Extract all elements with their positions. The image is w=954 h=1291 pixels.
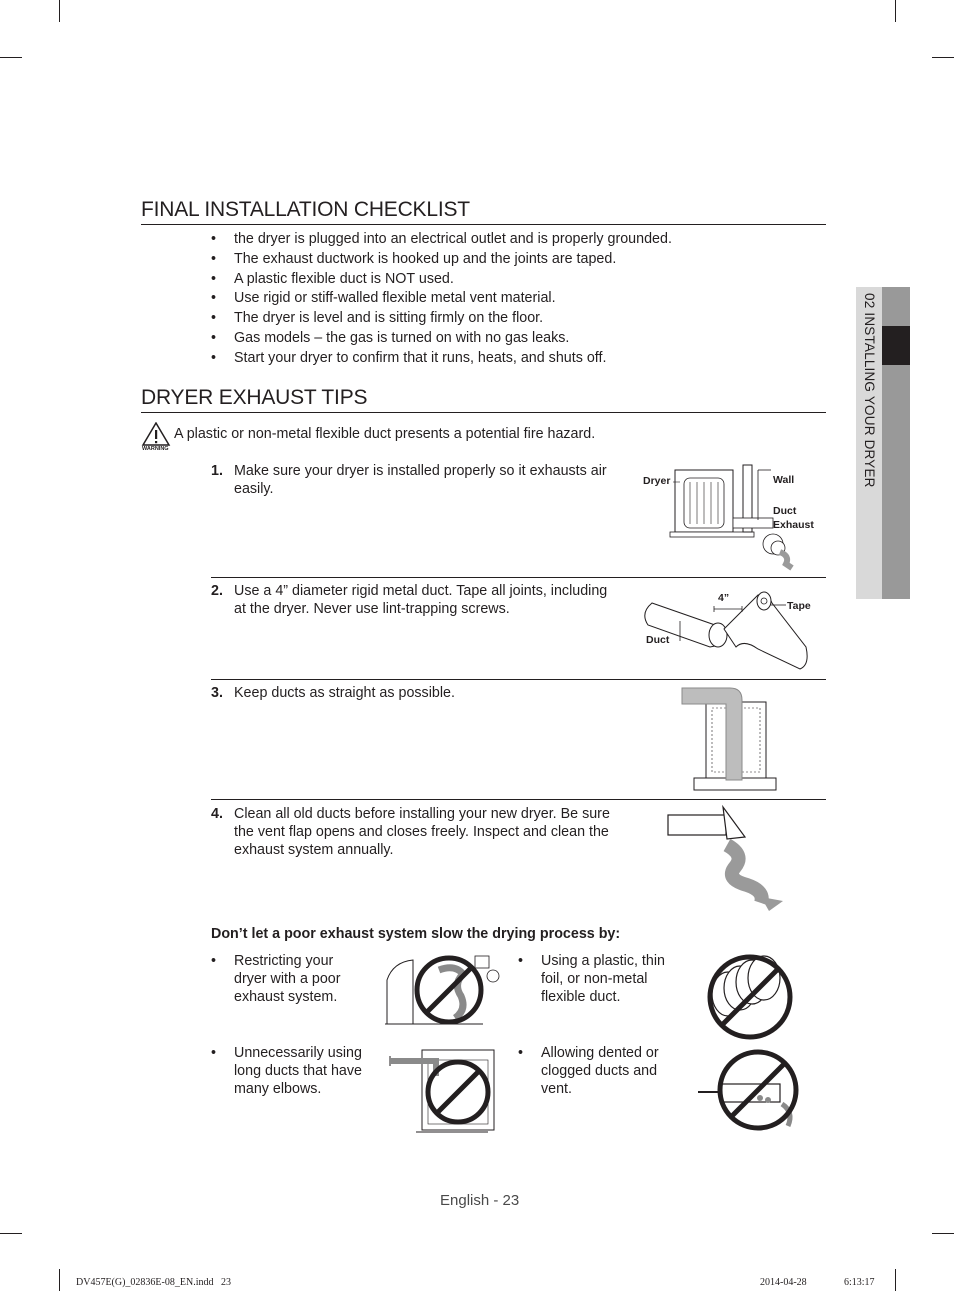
crop-mark: [932, 57, 954, 58]
warning-text: A plastic or non-metal flexible duct presents a potential fire hazard.: [174, 426, 596, 442]
page-number: English - 23: [440, 1192, 520, 1209]
list-item: • Use rigid or stiff-walled flexible metal vent material.: [211, 289, 672, 309]
bullet: •: [518, 1045, 524, 1061]
print-date: 2014-04-28: [760, 1277, 807, 1288]
bullet: •: [211, 1045, 217, 1061]
checklist-list: [211, 230, 672, 369]
vent-flap-figure: [665, 805, 795, 915]
poor-exhaust-heading: Don’t let a poor exhaust system slow the drying process by:: [211, 926, 621, 942]
divider: [211, 577, 826, 578]
figure-label-exhaust: Exhaust: [773, 519, 814, 531]
plastic-duct-prohibited-icon: [700, 950, 800, 1042]
file-info: DV457E(G)_02836E-08_EN.indd 23: [76, 1277, 231, 1288]
bullet: •: [211, 953, 217, 969]
figure-label-dryer: Dryer: [643, 475, 671, 487]
step-number: 4.: [211, 806, 223, 822]
list-item: • The exhaust ductwork is hooked up and the joints are taped.: [211, 250, 672, 270]
bullet: •: [518, 953, 524, 969]
divider: [211, 799, 826, 800]
step-number: 1.: [211, 463, 223, 479]
warning-label: WARNING: [142, 446, 169, 452]
figure-label-wall: Wall: [773, 474, 795, 486]
straight-duct-figure: [676, 684, 806, 794]
figure-label-tape: Tape: [787, 600, 811, 612]
crop-mark: [59, 0, 60, 22]
checklist-title: FINAL INSTALLATION CHECKLIST: [141, 198, 826, 225]
restricted-exhaust-prohibited-icon: [383, 950, 503, 1028]
step-number: 3.: [211, 685, 223, 701]
divider: [211, 679, 826, 680]
crop-mark: [0, 57, 22, 58]
crop-mark: [59, 1269, 60, 1291]
crop-mark: [932, 1233, 954, 1234]
exhaust-title: DRYER EXHAUST TIPS: [141, 386, 826, 413]
duct-tape-figure: [640, 585, 825, 677]
step-text: Keep ducts as straight as possible.: [234, 685, 455, 701]
side-tab-marker: [882, 326, 910, 365]
figure-label-duct: Duct: [773, 505, 797, 517]
list-item-text: Unnecessarily using long ducts that have many elbows.: [234, 1045, 362, 1097]
list-item-text: Allowing dented or clogged ducts and vent.: [541, 1045, 659, 1097]
clogged-vent-prohibited-icon: [696, 1046, 806, 1134]
print-time: 6:13:17: [844, 1277, 875, 1288]
list-item-text: Using a plastic, thin foil, or non-metal flexible duct.: [541, 953, 665, 1005]
step-text: Make sure your dryer is installed properly so it exhausts air easily.: [234, 463, 607, 497]
warning-icon: [141, 422, 171, 446]
crop-mark: [895, 0, 896, 22]
list-item: • the dryer is plugged into an electrical outlet and is properly grounded.: [211, 230, 672, 250]
list-item: • A plastic flexible duct is NOT used.: [211, 270, 672, 290]
list-item-text: Restricting your dryer with a poor exhaust system.: [234, 953, 341, 1005]
step-text: Use a 4” diameter rigid metal duct. Tape all joints, including at the dryer. Never use lint-trapping screws.: [234, 583, 608, 617]
figure-label-size: 4”: [718, 592, 730, 604]
long-ducts-prohibited-icon: [386, 1046, 498, 1136]
list-item: • Start your dryer to confirm that it runs, heats, and shuts off.: [211, 349, 672, 369]
crop-mark: [0, 1233, 22, 1234]
list-item: • The dryer is level and is sitting firmly on the floor.: [211, 309, 672, 329]
warning-block: [141, 422, 831, 454]
step-text: Clean all old ducts before installing your new dryer. Be sure the vent flap opens and closes freely. Inspect and clean the exhaust system annually.: [234, 806, 610, 858]
crop-mark: [895, 1269, 896, 1291]
side-tab-label: 02 INSTALLING YOUR DRYER: [862, 293, 877, 488]
figure-label-duct: Duct: [646, 634, 670, 646]
step-number: 2.: [211, 583, 223, 599]
list-item: • Gas models – the gas is turned on with no gas leaks.: [211, 329, 672, 349]
